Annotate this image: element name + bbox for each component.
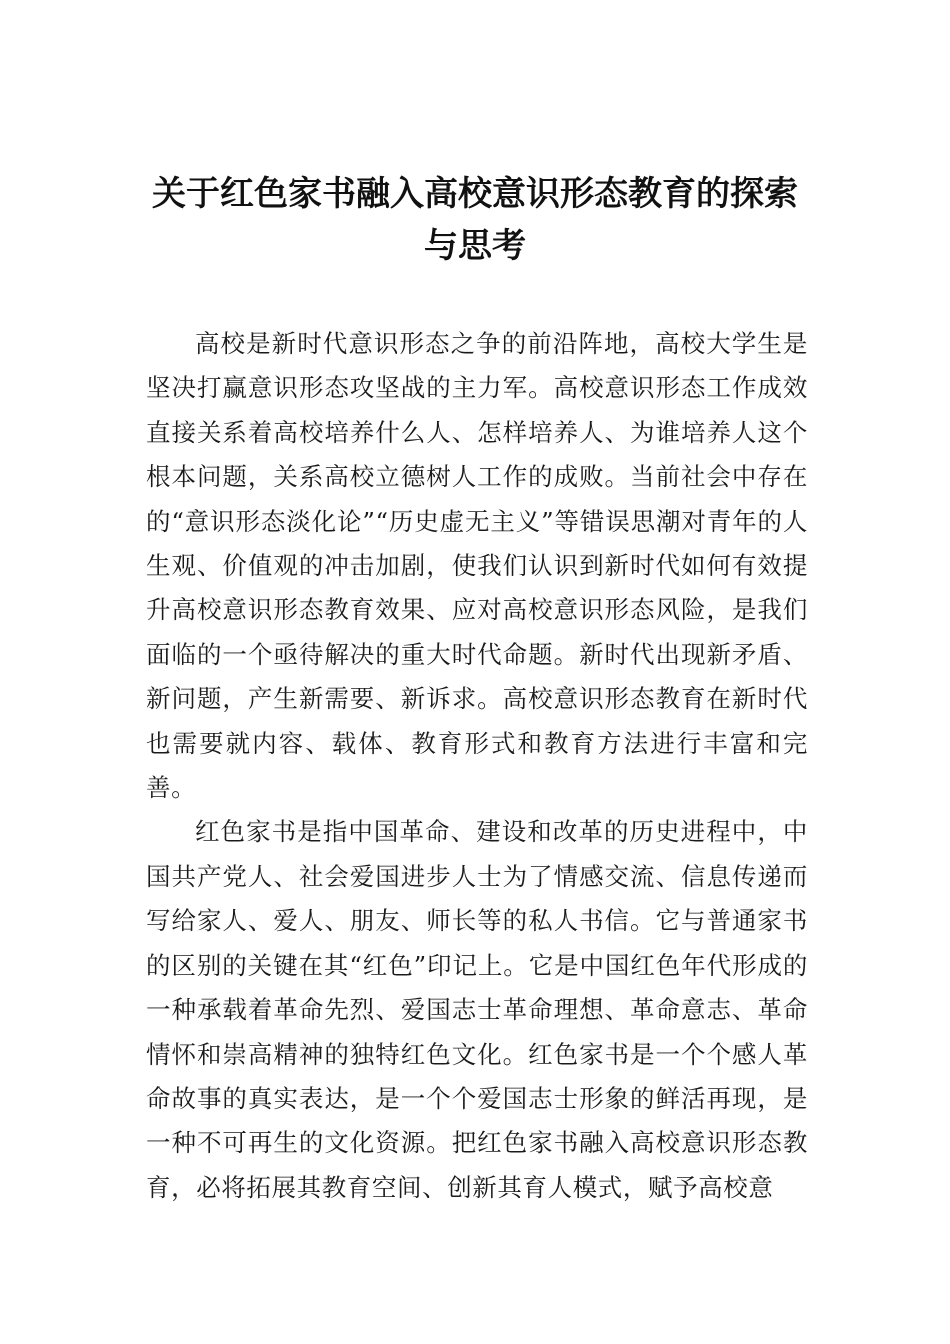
document-body: [146, 322, 808, 1210]
document-title: 关于红色家书融入高校意识形态教育的探索与思考: [152, 174, 798, 266]
paragraph: 红色家书是指中国革命、建设和改革的历史进程中，中国共产党人、社会爱国进步人士为了情感交流、信息传递而写给家人、爱人、朋友、师长等的私人书信。它与普通家书的区别的关键在其“红色”印记上。它是中国红色年代形成的一种承载着革命先烈、爱国志士革命理想、革命意志、革命情怀和崇高精神的独特红色文化。红色家书是一个个感人革命故事的真实表达，是一个个爱国志士形象的鲜活再现，是一种不可再生的文化资源。把红色家书融入高校意识形态教育，必将拓展其教育空间、创新其育人模式，赋予高校意: [146, 817, 808, 1202]
paragraph: 高校是新时代意识形态之争的前沿阵地，高校大学生是坚决打赢意识形态攻坚战的主力军。高校意识形态工作成效直接关系着高校培养什么人、怎样培养人、为谁培养人这个根本问题，关系高校立德树人工作的成败。当前社会中存在的“意识形态淡化论”“历史虚无主义”等错误思潮对青年的人生观、价值观的冲击加剧，使我们认识到新时代如何有效提升高校意识形态教育效果、应对高校意识形态风险，是我们面临的一个亟待解决的重大时代命题。新时代出现新矛盾、新问题，产生新需要、新诉求。高校意识形态教育在新时代也需要就内容、载体、教育形式和教育方法进行丰富和完善。: [146, 329, 808, 803]
